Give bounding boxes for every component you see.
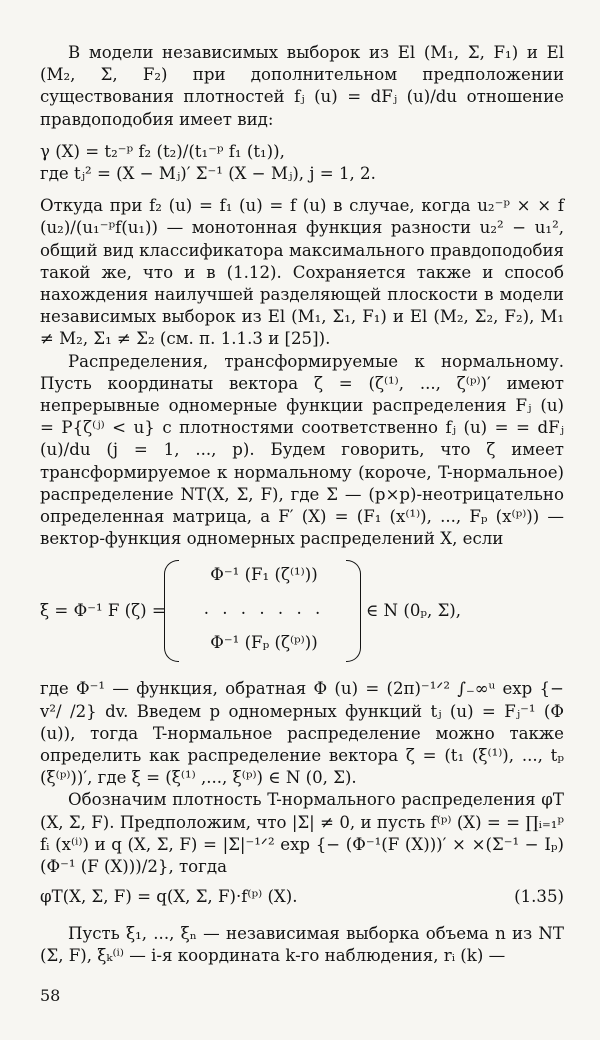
formula-lhs: ξ = Φ⁻¹ F (ζ) = (40, 601, 166, 621)
distance-definition: где tⱼ² = (X − Mⱼ)′ Σ⁻¹ (X − Mⱼ), j = 1, 2. (40, 164, 376, 184)
paragraph-sample: Пусть ξ₁, ..., ξₙ — независимая выборка объема n из NT (Σ, F), ξₖ⁽ⁱ⁾ — i-я координата k-го наблюдения, rᵢ (k) — (40, 923, 564, 965)
paragraph-intro: В модели независимых выборок из El (M₁, Σ, F₁) и El (M₂, Σ, F₂) при дополнительном предположении существования плотностей fⱼ (u) = dFⱼ (u)/du отношение правдоподобия имеет вид: (40, 43, 564, 129)
paragraph-density: Обозначим плотность T-нормального распределения φT (X, Σ, F). Предположим, что |Σ| ≠ 0, и пусть f⁽ᵖ⁾ (X) = = ∏ᵢ₌₁ᵖ fᵢ (x⁽ⁱ⁾) и q (X, Σ, F) = |Σ|⁻¹ᐟ² exp {− (Φ⁻¹(F (X)))′ × ×(Σ⁻¹ − Iₚ) (Φ⁻¹ (F (X)))/2}, тогда (40, 790, 564, 877)
equation-1-35 (40, 886, 564, 908)
equation-number: (1.35) (514, 887, 564, 907)
paragraph-classifier: Откуда при f₂ (u) = f₁ (u) = f (u) в случае, когда u₂⁻ᵖ × × f (u₂)/(u₁⁻ᵖf(u₁)) — монотонная функция разности u₂² − u₁², общий вид классификатора максимального правдоподобия такой же, что и в (1.12). Сохраняется также и способ нахождения наилучшей разделяющей плоскости в модели независимых выборок из El (M₁, Σ₁, F₁) и El (M₂, Σ₂, F₂), M₁ ≠ M₂, Σ₁ ≠ Σ₂ (см. п. 1.1.3 и [25]). (40, 196, 564, 349)
paragraph-t-normal: Распределения, трансформируемые к нормальному. Пусть координаты вектора ζ = (ζ⁽¹⁾, ..., ζ⁽ᵖ⁾)′ имеют непрерывные одномерные функции распределения Fⱼ (u) = P{ζ⁽ʲ⁾ < u} с плотностями соответственно fⱼ (u) = = dFⱼ (u)/du (j = 1, ..., p). Будем говорить, что ζ имеет трансформируемое к нормальному (короче, T-нормальное) распределение NT(X, Σ, F), где Σ — (p×p)-неотрицательно определенная матрица, а F′ (X) = (F₁ (x⁽¹⁾), ..., Fₚ (x⁽ᵖ⁾)) — вектор-функция одномерных распределений X, если (40, 351, 564, 549)
formula-row-p: Φ⁻¹ (Fₚ (ζ⁽ᵖ⁾)) (210, 633, 318, 653)
page-body (40, 42, 564, 967)
transform-formula (40, 560, 564, 664)
right-paren (346, 560, 361, 662)
formula-rhs: ∈ N (0ₚ, Σ), (366, 601, 462, 621)
formula-row-dots: . . . . . . . (203, 599, 325, 619)
paragraph-phi-inverse: где Φ⁻¹ — функция, обратная Φ (u) = (2π)⁻¹ᐟ² ∫₋∞ᵘ exp {− v²/ /2} dv. Введем p одномерных функций tⱼ (u) = Fⱼ⁻¹ (Φ (u)), тогда T-нормальное распределение можно также определить как распределение вектора ζ = (t₁ (ξ⁽¹⁾), ..., tₚ (ξ⁽ᵖ⁾))′, где ξ = (ξ⁽¹⁾ ,..., ξ⁽ᵖ⁾) ∈ N (0, Σ). (40, 679, 564, 788)
formula-row-1: Φ⁻¹ (F₁ (ζ⁽¹⁾)) (210, 565, 318, 585)
page-number: 58 (40, 986, 61, 1005)
left-paren (164, 560, 179, 662)
equation-text: φT(X, Σ, F) = q(X, Σ, F)·f⁽ᵖ⁾ (X). (40, 887, 298, 907)
likelihood-ratio-formula: γ (X) = t₂⁻ᵖ f₂ (t₂)/(t₁⁻ᵖ f₁ (t₁)), (40, 141, 285, 161)
